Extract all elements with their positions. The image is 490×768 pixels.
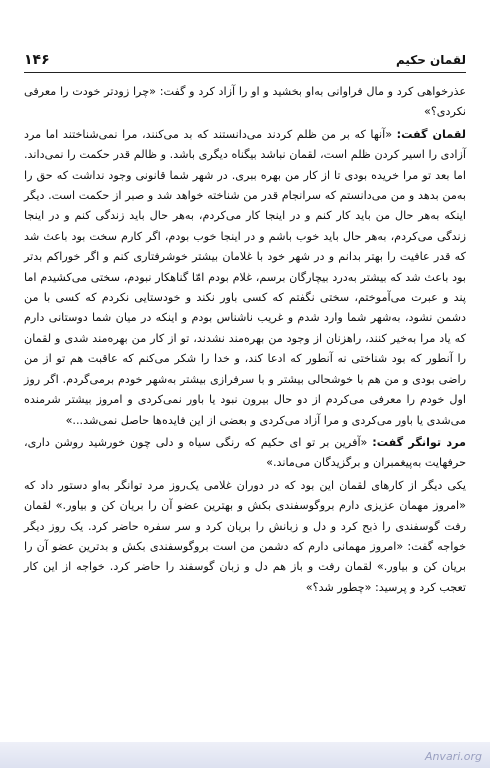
speaker-label: مرد توانگر گفت: — [372, 435, 466, 449]
header-rule — [24, 72, 466, 73]
page-header — [24, 50, 466, 70]
page-body — [24, 82, 466, 598]
paragraph-text: عذرخواهی کرد و مال فراوانی به‌او بخشید و او را آزاد کرد و گفت: «چرا زودتر خودت را معرفی نکردی؟» — [24, 85, 466, 119]
paragraph — [24, 82, 466, 123]
paragraph-text: یکی دیگر از کارهای لقمان این بود که در دوران غلامی یک‌روز مرد توانگر به‌او دستور داد که «امروز مهمان عزیزی دارم بروگوسفندی بکش و بهترین عضو آن را بریان کن و بیاور.» لقمان رفت گوسفندی را ذبح کرد و دل و زبانش را بریان کرد و سر سفره حاضر کرد. یک روز دیگر خواجه گفت: «امروز مهمانی دارم که دشمن من است بروگوسفندی بکش و بدترین عضو آن را بریان کن و بیاور.» لقمان رفت و باز هم دل و زبان گوسفند را حاضر کرد. خواجه از این کار تعجب کرد و پرسید: «چطور شد؟» — [24, 478, 466, 594]
page-number: ۱۴۶ — [24, 52, 50, 68]
speaker-label: لقمان گفت: — [396, 127, 466, 141]
paragraph — [24, 476, 466, 598]
footer-bar — [0, 742, 490, 768]
paragraph-text: «آنها که بر من ظلم کردند می‌دانستند که بد می‌کنند، مرا نمی‌شناختند اما مرد آزادی را اسیر کردن ظلم است، لقمان نباشد بیگناه دیگری باشد. و ظالم قدر حکمت را نمی‌داند. اما بعد تو مرا خریده بودی تا از کار من بهره ببری. در شهر شما قانونی وجود نداشت که حق را به‌من بدهد و من می‌دانستم که سرانجام قدر من شناخته خواهد شد و صبر از حکمت است. دیگر اینکه به‌هر حال من باید کار کنم و در اینجا کار می‌کردم، به‌هر حال باید زندگی کنم و در اینجا زندگی می‌کردم، به‌هر حال باید خوب باشم و در اینجا خوب بودم، اگر کارم سخت بود باعث شد که قدر عافیت را بهتر بدانم و در شهر خود با غلامان بیشتر خوشرفتاری کنم و اگر خوراکم بدتر بود باعث شد که بیشتر به‌درد بیچارگان برسم، غلام بودم امّا گناهکار نبودم، سختی می‌کشیدم اما پند و عبرت می‌آموختم، سختی نگفتم که کسی باور نکند و خودستایی نکردم که کسی با من دشمن نشود، به‌شهر شما وارد شدم و غریب ناشناس بودم و اینکه در میان شما دوستانی دارم که یاد مرا به‌خیر کنند، راهزنان از وجود من بهره‌مند نشدند، تو از کار من بهره‌مند شدی و لقمان را آنطور که بود شناختی نه آنطور که ادعا کند، و خدا را شکر می‌کنم که عاقبت هم تو از من راضی بودی و من هم با خوشحالی بیشتر و با سرفرازی بیشتر به‌شهر خودم برمی‌گردم. اگر روز اول خودم را معرفی می‌کردم از دو حال بیرون نبود یا باور نمی‌کردی و امروز بیشتر شرمنده می‌شدی یا باور می‌کردی و مرا آزاد می‌کردی و بعضی از این فایده‌ها حاصل نمی‌شد...» — [24, 127, 466, 427]
paragraph-text: «آفرین بر تو ای حکیم که رنگی سیاه و دلی چون خورشید روشن داری، حرفهایت به‌پیغمبران و برگزیدگان می‌ماند.» — [24, 435, 466, 470]
paragraph — [24, 125, 466, 431]
watermark: Anvari.org — [424, 750, 482, 763]
running-title: لقمان حکیم — [395, 53, 466, 67]
paragraph — [24, 433, 466, 474]
